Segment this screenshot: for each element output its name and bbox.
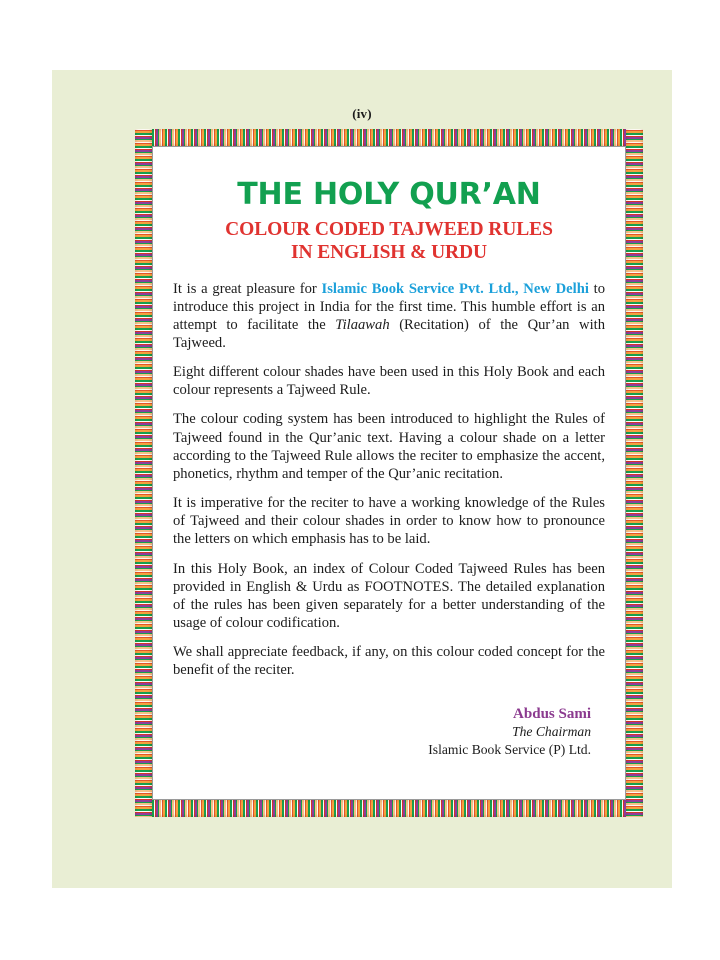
paragraph: It is imperative for the reciter to have a working knowledge of the Rules of Tajweed and their colour shades in order to know how to pronounce the letters on which emphasis has to be laid.: [173, 495, 605, 548]
paragraph: The colour coding system has been introduced to highlight the Rules of Tajweed found in the Qur’anic text. Having a colour shade on a letter according to the Tajweed Rule allows the reciter to emphasize the accent, phonetics, rhythm and temper of the Qur’anic recitation.: [173, 411, 605, 482]
para1-seg-4: (Recitation) of the Qur’an with Tajweed.: [173, 316, 605, 351]
ornate-border-right: [626, 129, 643, 817]
signatory-company: Islamic Book Service (P) Ltd.: [428, 742, 591, 758]
para1-seg-2: to introduce this project in India for the first time. This humble effort is an attempt to facilitate the: [173, 280, 605, 333]
ornate-border-bottom: [135, 800, 643, 817]
term-tilaawah: Tilaawah: [335, 316, 390, 333]
folio-number: (iv): [352, 106, 372, 121]
subtitle-line-2: IN ENGLISH & URDU: [290, 241, 488, 263]
ornate-border-panel: [135, 129, 643, 817]
paragraph: [173, 280, 605, 353]
para1-seg-0: It is a great pleasure for: [173, 280, 322, 297]
ornate-border-top: [135, 129, 643, 146]
page-title: THE HOLY QUR’AN: [237, 177, 541, 212]
signatory-name: Abdus Sami: [513, 706, 591, 723]
body-text: [173, 280, 605, 680]
paper-sheet: [52, 70, 672, 888]
signatory-role: The Chairman: [512, 724, 591, 740]
paragraph: In this Holy Book, an index of Colour Coded Tajweed Rules has been provided in English & Urdu as FOOTNOTES. The detailed explanation of the rules has been given separately for a better understanding of the usage of colour codification.: [173, 560, 605, 631]
publisher-name: Islamic Book Service Pvt. Ltd., New Delhi: [321, 280, 589, 297]
signature-block: [173, 705, 605, 758]
paragraph: We shall appreciate feedback, if any, on this colour coded concept for the benefit of the reciter.: [173, 644, 605, 679]
subtitle-line-1: COLOUR CODED TAJWEED RULES: [225, 218, 553, 240]
content-card: [152, 146, 626, 800]
ornate-border-left: [135, 129, 152, 817]
paragraph: Eight different colour shades have been used in this Holy Book and each colour represents a Tajweed Rule.: [173, 364, 605, 399]
